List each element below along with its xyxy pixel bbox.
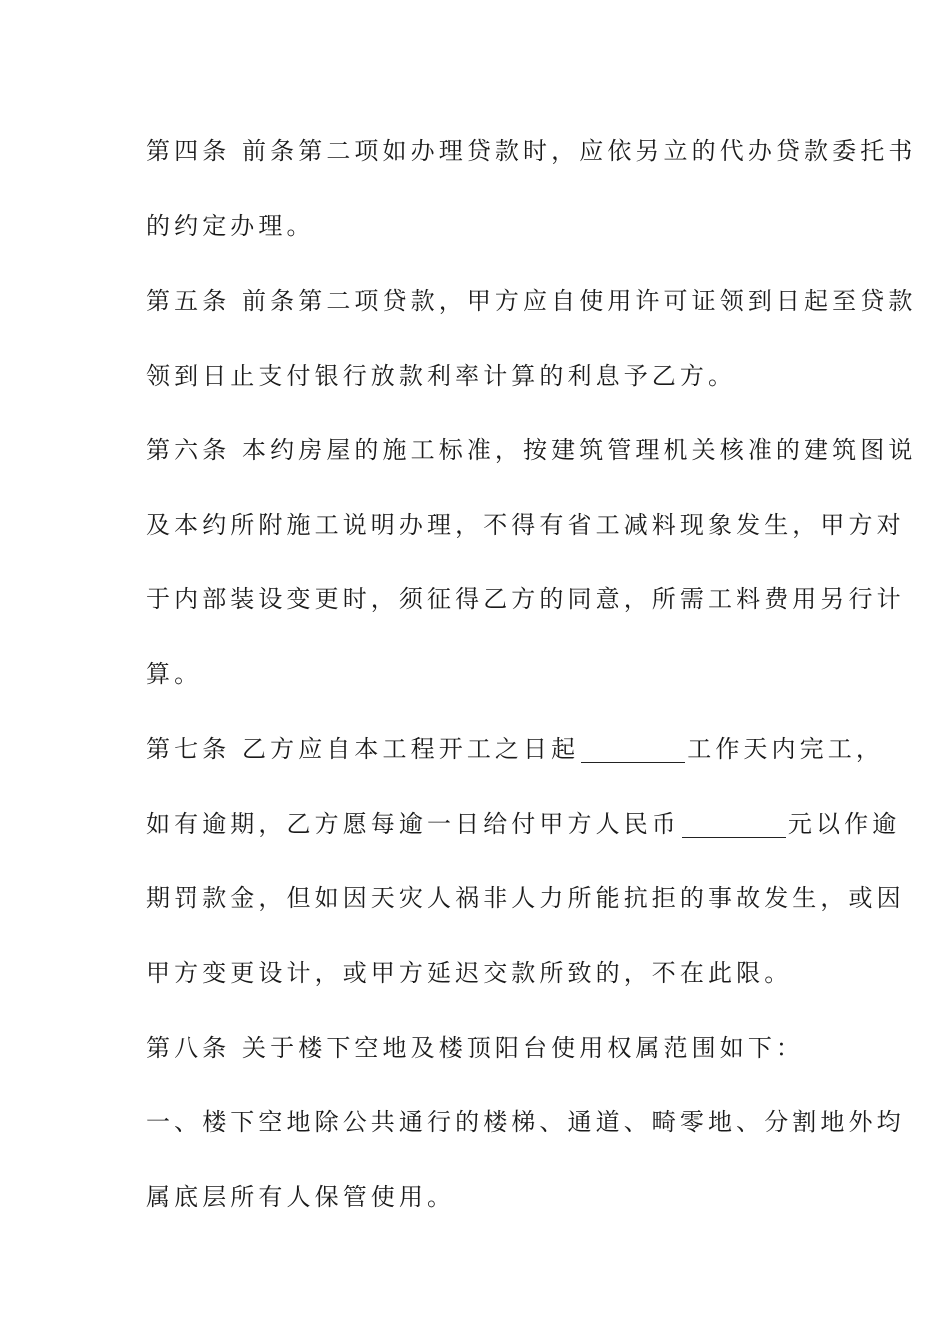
- article-5-line-2: 领到日止支付银行放款利率计算的利息予乙方。: [146, 362, 737, 390]
- article-6-line-2: 及本约所附施工说明办理，不得有省工减料现象发生，甲方对: [146, 511, 905, 539]
- article-6-line-1: 第六条 本约房屋的施工标准，按建筑管理机关核准的建筑图说: [146, 436, 917, 464]
- article-7-line-1: [146, 729, 884, 769]
- article-4-line-1: 第四条 前条第二项如办理贷款时，应依另立的代办贷款委托书: [146, 137, 917, 165]
- article-4-line-2: 的约定办理。: [146, 212, 315, 240]
- article-7-line-2: [146, 804, 901, 844]
- article-7-text-c: 如有逾期，乙方愿每逾一日给付甲方人民币: [146, 810, 680, 838]
- workdays-blank: [581, 736, 685, 763]
- article-7-line-4: 甲方变更设计，或甲方延迟交款所致的，不在此限。: [146, 959, 793, 987]
- article-8-line-1: 第八条 关于楼下空地及楼顶阳台使用权属范围如下：: [146, 1034, 805, 1062]
- article-5-line-1: 第五条 前条第二项贷款，甲方应自使用许可证领到日起至贷款: [146, 287, 917, 315]
- penalty-amount-blank: [682, 811, 786, 838]
- article-7-text-b: 工作天内完工，: [687, 735, 884, 763]
- article-6-line-4: 算。: [146, 660, 203, 688]
- article-7-line-3: 期罚款金，但如因天灾人祸非人力所能抗拒的事故发生，或因: [146, 884, 905, 912]
- article-8-item-1-line-1: 一、楼下空地除公共通行的楼梯、通道、畸零地、分割地外均: [146, 1108, 905, 1136]
- article-8-item-1-line-2: 属底层所有人保管使用。: [146, 1183, 456, 1211]
- article-6-line-3: 于内部装设变更时，须征得乙方的同意，所需工料费用另行计: [146, 585, 905, 613]
- article-7-text-a: 第七条 乙方应自本工程开工之日起: [146, 735, 580, 763]
- article-7-text-d: 元以作逾: [787, 810, 901, 838]
